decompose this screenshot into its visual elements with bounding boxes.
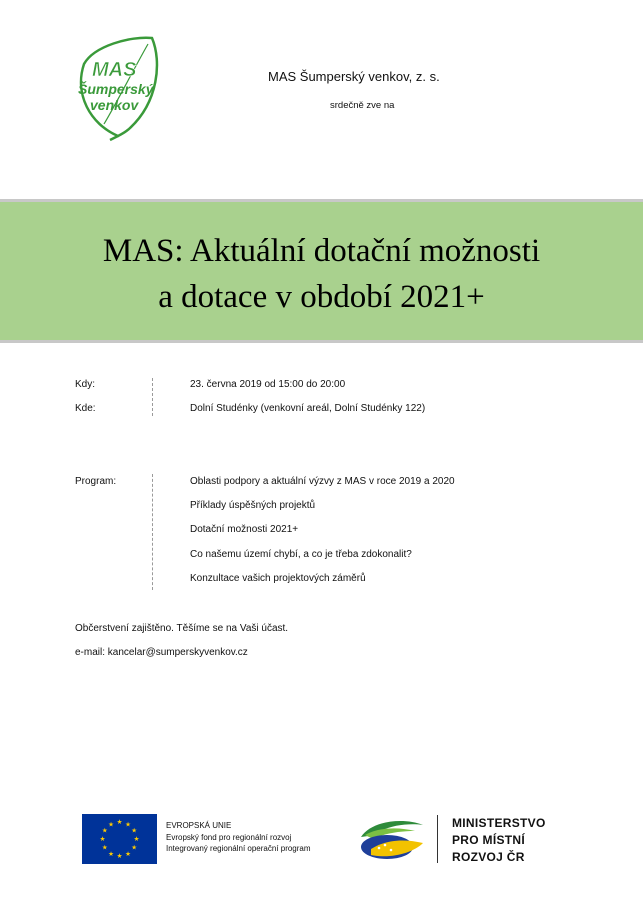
when-to-word: do xyxy=(306,379,318,390)
eu-star-icon: ★ xyxy=(131,843,138,852)
event-title xyxy=(0,228,643,320)
where-value xyxy=(190,403,425,414)
eu-flag-icon xyxy=(82,814,157,864)
refreshment-note: Občerstvení zajištěno. Těšíme se na Vaši účast. xyxy=(75,623,289,634)
event-title-line1: MAS: Aktuální dotační možnosti xyxy=(102,233,541,269)
program-item-4: Co našemu území chybí, a co je třeba zdokonalit? xyxy=(190,549,412,560)
eu-star-icon: ★ xyxy=(108,849,114,858)
program-label: Program: xyxy=(75,476,117,487)
mmr-caption-line3: ROZVOJ ČR xyxy=(452,850,525,864)
mmr-caption xyxy=(452,815,546,866)
eu-star-icon: ★ xyxy=(131,826,138,835)
eu-caption xyxy=(166,820,311,855)
where-label: Kde: xyxy=(75,403,96,414)
eu-star-icon: ★ xyxy=(116,852,123,861)
mmr-caption-line2: PRO MÍSTNÍ xyxy=(452,833,526,847)
event-title-line2: a dotace v období 2021+ xyxy=(158,279,485,315)
organization-name: MAS Šumperský venkov, z. s. xyxy=(268,69,440,84)
program-item-2: Příklady úspěšných projektů xyxy=(190,500,316,511)
mas-logo xyxy=(70,32,166,142)
eu-star-icon: ★ xyxy=(133,835,140,844)
when-end: 20:00 xyxy=(320,379,346,390)
program-item-3: Dotační možnosti 2021+ xyxy=(190,524,299,535)
eu-caption-line2: Evropský fond pro regionální rozvoj xyxy=(166,832,292,842)
eu-star-icon: ★ xyxy=(101,843,108,852)
where-place: Dolní Studénky xyxy=(190,403,258,414)
eu-star-icon: ★ xyxy=(125,849,131,858)
when-value xyxy=(190,379,345,390)
when-label: Kdy: xyxy=(75,379,96,390)
program-item-1: Oblasti podpory a aktuální výzvy z MAS v roce 2019 a 2020 xyxy=(190,476,455,487)
mas-logo-line1: MAS xyxy=(92,59,137,81)
eu-star-icon: ★ xyxy=(125,820,131,829)
where-note: (venkovní areál, Dolní Studénky 122) xyxy=(260,403,426,414)
when-date: 23. června 2019 xyxy=(190,379,262,390)
program-item-5: Konzultace vašich projektových záměrů xyxy=(190,573,366,584)
mas-logo-line3: venkov xyxy=(90,97,139,113)
when-start: 15:00 xyxy=(278,379,304,390)
mmr-divider xyxy=(437,815,438,863)
eu-star-icon: ★ xyxy=(99,835,106,844)
contact-email[interactable]: e-mail: kancelar@sumperskyvenkov.cz xyxy=(75,647,248,658)
mmr-caption-line1: MINISTERSTVO xyxy=(452,816,546,830)
mas-logo-line2: Šumperský xyxy=(78,81,154,97)
when-from-word: od xyxy=(264,379,276,390)
mmr-logo-icon xyxy=(357,815,432,863)
eu-star-icon: ★ xyxy=(116,818,123,827)
program-divider xyxy=(152,474,153,590)
details-divider xyxy=(152,378,153,416)
eu-star-icon: ★ xyxy=(108,820,114,829)
eu-caption-line3: Integrovaný regionální operační program xyxy=(166,844,311,853)
eu-star-icon: ★ xyxy=(101,826,108,835)
eu-caption-line1: EVROPSKÁ UNIE xyxy=(166,821,232,830)
invite-text: srdečně zve na xyxy=(330,100,395,111)
